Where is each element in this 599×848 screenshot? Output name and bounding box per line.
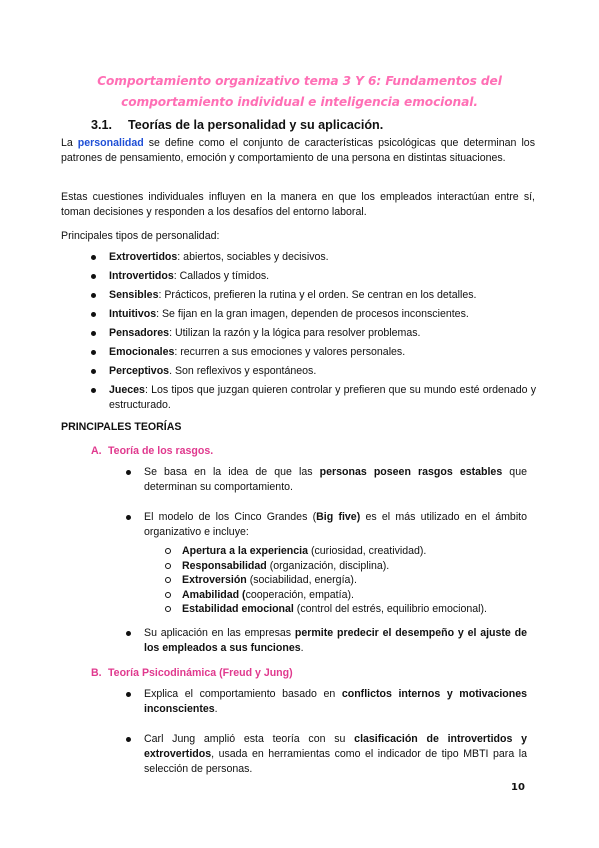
- list-item-desc: : recurren a sus emociones y valores personales.: [174, 346, 406, 358]
- bullet-text: El modelo de los Cinco Grandes (: [144, 511, 317, 523]
- theory-a-bullets-bottom: [126, 626, 527, 656]
- page-title: Comportamiento organizativo tema 3 Y 6: Fundamentos del comportamiento individual e inteligencia emocional.: [97, 74, 502, 109]
- theory-b-bullets: [126, 687, 527, 777]
- list-item-desc: : Los tipos que juzgan quieren controlar y prefieren que su mundo esté ordenado y estructurado.: [109, 384, 536, 411]
- list-item-desc: (curiosidad, creatividad).: [308, 545, 427, 557]
- section-heading: [91, 118, 383, 132]
- theory-a-bullets-top: [126, 465, 527, 540]
- bullet-bold-text: Big five): [316, 511, 361, 523]
- bullet-bold-text: conflictos internos y motivaciones inconscientes: [144, 688, 528, 715]
- bullet-bold-text: personas poseen rasgos estables: [319, 466, 503, 478]
- bullet-text: es el más utilizado en el ámbito organizativo e incluye:: [144, 511, 528, 538]
- list-item: [88, 345, 536, 360]
- bullet-text: que determinan su comportamiento.: [144, 466, 527, 493]
- list-item: [165, 602, 505, 617]
- list-item: [88, 269, 536, 284]
- intro-paragraph-2: Estas cuestiones individuales influyen en la manera en que los empleados interactúan entre sí, toman decisiones y responden a los desafíos del entorno laboral.: [61, 191, 535, 218]
- list-item-term: Extroversión: [182, 574, 247, 586]
- list-item: [88, 288, 536, 303]
- theory-a-letter: A.: [91, 445, 102, 457]
- list-item: [165, 559, 505, 574]
- big-five-list: [165, 544, 505, 617]
- list-item-desc: : Utilizan la razón y la lógica para resolver problemas.: [169, 327, 421, 339]
- list-item: [126, 732, 527, 777]
- list-item: [88, 364, 536, 379]
- intro-text: La: [61, 137, 78, 149]
- list-item: [126, 510, 527, 540]
- bullet-text: Carl Jung amplió esta teoría con su: [144, 733, 355, 745]
- bullet-text: .: [214, 703, 218, 715]
- theory-a-heading: [91, 445, 213, 457]
- bullet-text: Explica el comportamiento basado en: [144, 688, 342, 700]
- bullet-text: Se basa en la idea de que las: [144, 466, 320, 478]
- list-item-desc: (organización, disciplina).: [266, 559, 390, 572]
- section-title: Teorías de la personalidad y su aplicación.: [128, 118, 384, 132]
- list-item: [126, 465, 527, 495]
- intro-text: se define como el conjunto de características psicológicas que determinan los patrones de pensamiento, emoción y comportamiento de una persona en distintas situaciones.: [61, 137, 535, 164]
- list-item-term: Pensadores: [109, 327, 170, 339]
- bullet-bold-text: clasificación de introvertidos y extrovertidos: [144, 733, 527, 760]
- list-item: [126, 687, 527, 717]
- list-item-term: Amabilidad (: [182, 588, 246, 601]
- list-item-term: Jueces: [109, 384, 145, 396]
- list-item: [88, 250, 536, 265]
- personality-types-list: [88, 250, 536, 413]
- list-item-desc: : Prácticos, prefieren la rutina y el orden. Se centran en los detalles.: [158, 289, 477, 301]
- list-item: [88, 326, 536, 341]
- list-item-term: Sensibles: [109, 289, 159, 301]
- theory-b-title: Teoría Psicodinámica (Freud y Jung): [108, 667, 293, 679]
- list-item-desc: : Callados y tímidos.: [173, 270, 270, 282]
- list-item-desc: . Son reflexivos y espontáneos.: [169, 365, 317, 377]
- theory-a-title: Teoría de los rasgos.: [108, 445, 214, 457]
- list-item-term: Perceptivos: [109, 365, 170, 377]
- list-item: [88, 307, 536, 322]
- list-item-term: Responsabilidad: [182, 559, 267, 572]
- bullet-text: .: [300, 642, 304, 654]
- list-item-desc: cooperación, empatía).: [245, 588, 354, 601]
- page-number: 10: [511, 782, 525, 793]
- list-item-term: Emocionales: [109, 346, 175, 358]
- list-item: [165, 588, 505, 603]
- list-item-desc: : Se fijan en la gran imagen, dependen de procesos inconscientes.: [156, 308, 469, 320]
- section-number: 3.1.: [91, 118, 113, 132]
- list-item: [165, 573, 505, 588]
- theories-heading: PRINCIPALES TEORÍAS: [61, 421, 182, 433]
- theory-b-heading: [91, 667, 293, 679]
- list-item-term: Intuitivos: [109, 308, 157, 320]
- keyword-personalidad: personalidad: [77, 137, 144, 149]
- bullet-bold-text: permite predecir el desempeño y el ajuste de los empleados a sus funciones: [144, 627, 527, 654]
- list-item-desc: (control del estrés, equilibrio emocional).: [293, 603, 487, 615]
- intro-paragraph-3: Principales tipos de personalidad:: [61, 230, 220, 242]
- theory-b-letter: B.: [91, 667, 102, 679]
- list-item-term: Apertura a la experiencia: [182, 545, 309, 557]
- list-item-term: Introvertidos: [109, 270, 174, 282]
- list-item-desc: : abiertos, sociables y decisivos.: [177, 251, 329, 263]
- intro-paragraph-1: [61, 136, 535, 166]
- list-item: [165, 544, 505, 559]
- list-item: [126, 626, 527, 656]
- list-item: [88, 383, 536, 413]
- list-item-desc: (sociabilidad, energía).: [246, 574, 357, 586]
- bullet-text: Su aplicación en las empresas: [144, 627, 295, 639]
- list-item-term: Estabilidad emocional: [182, 603, 294, 615]
- list-item-term: Extrovertidos: [109, 251, 178, 263]
- bullet-text: , usada en herramientas como el indicador de tipo MBTI para la selección de personas.: [144, 748, 527, 775]
